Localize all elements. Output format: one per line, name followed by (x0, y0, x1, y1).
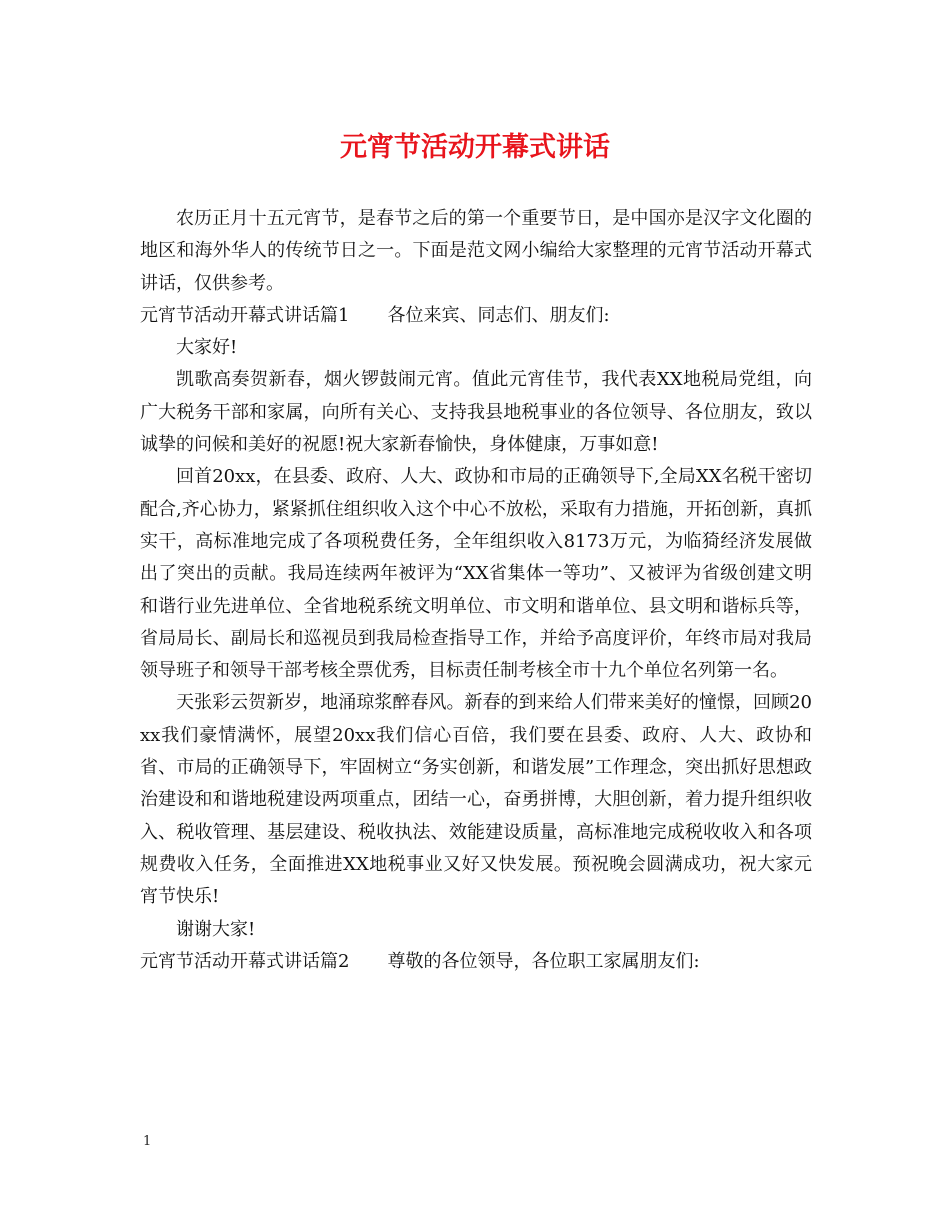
section2-heading: 元宵节活动开幕式讲话篇2 (140, 950, 350, 972)
section1-salutation: 各位来宾、同志们、朋友们: (387, 304, 610, 326)
section1-heading: 元宵节活动开幕式讲话篇1 (140, 304, 350, 326)
section1-closing: 谢谢大家! (176, 918, 256, 940)
section1-paragraph-3: 天张彩云贺新岁，地涌琼浆醉春风。新春的到来给人们带来美好的憧憬，回顾20xx我们豪情满怀，展望20xx我们信心百倍，我们要在县委、政府、人大、政协和省、市局的正确领导下，牢固树立“务实创新，和谐发展”工作理念，突出抓好思想政治建设和和谐地税建设两项重点，团结一心，奋勇拼博，大胆创新，着力提升组织收入、税收管理、基层建设、税收执法、效能建设质量，高标准地完成税收收入和各项规费收入任务，全面推进XX地税事业又好又快发展。预祝晚会圆满成功，祝大家元宵节快乐! (140, 692, 812, 908)
section1-greeting: 大家好! (176, 337, 238, 359)
document-title: 元宵节活动开幕式讲话 (340, 132, 610, 163)
document-body (140, 203, 812, 978)
section1-paragraph-1: 凯歌高奏贺新春，烟火锣鼓闹元宵。值此元宵佳节，我代表XX地税局党组，向广大税务干部和家属，向所有关心、支持我县地税事业的各位领导、各位朋友，致以诚挚的问候和美好的祝愿!祝大家新春愉快，身体健康，万事如意! (140, 369, 812, 456)
section2-heading-line (140, 946, 812, 978)
intro-paragraph: 农历正月十五元宵节，是春节之后的第一个重要节日，是中国亦是汉字文化圈的地区和海外华人的传统节日之一。下面是范文网小编给大家整理的元宵节活动开幕式讲话，仅供参考。 (140, 208, 812, 294)
page-number: 1 (143, 1134, 152, 1149)
section1-paragraph-2: 回首20xx，在县委、政府、人大、政协和市局的正确领导下,全局XX名税干密切配合,齐心协力，紧紧抓住组织收入这个中心不放松，采取有力措施，开拓创新，真抓实干，高标准地完成了各项税费任务，全年组织收入8173万元，为临猗经济发展做出了突出的贡献。我局连续两年被评为“XX省集体一等功”、又被评为省级创建文明和谐行业先进单位、全省地税系统文明单位、市文明和谐单位、县文明和谐标兵等，省局局长、副局长和巡视员到我局检查指导工作，并给予高度评价，年终市局对我局领导班子和领导干部考核全票优秀，目标责任制考核全市十九个单位名列第一名。 (140, 466, 812, 682)
section2-salutation: 尊敬的各位领导，各位职工家属朋友们: (387, 950, 700, 972)
section1-heading-line (140, 300, 812, 332)
